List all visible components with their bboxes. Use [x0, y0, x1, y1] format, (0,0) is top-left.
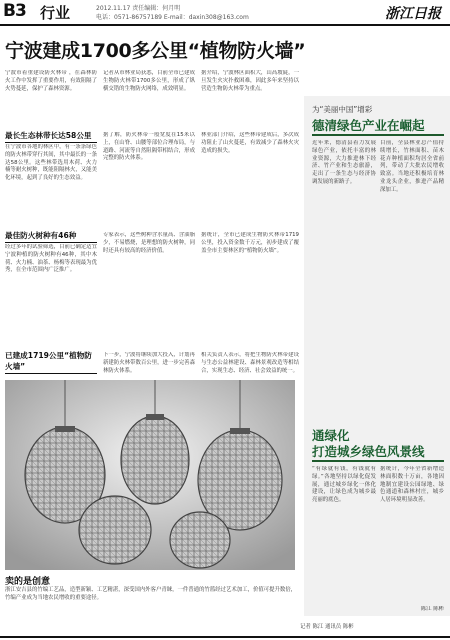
sidebar-text-4: 据统计，今年全省新增造林面积数十万亩，各地因地制宜建设公园绿地、绿色通道和森林村庄，城乡人居环境明显改善。 [380, 466, 444, 504]
newspaper-masthead: 浙江日报 [385, 6, 441, 22]
photo-caption-title: 卖的是创意 [5, 577, 51, 587]
sidebar-text-1: 近年来，德清县着力发展绿色产业，依托丰富的林业资源，大力推进林下经济、竹产业和生态旅游，走出了一条生态与经济协调发展的新路子。 [312, 140, 376, 185]
lead-col-3: 据介绍，宁波林区面积大，山高坡陡，一旦发生火灾扑救困难，因此多年来坚持以营造生物防火林带为重点。 [201, 70, 299, 92]
contact-line: 电话：0571-86757189 E-mail：daxin308@163.com [96, 14, 249, 21]
body-col-3: 林业部门介绍，这些林带建成后，多次成功阻止了山火蔓延，有效减少了森林火灾造成的损失。 [201, 132, 299, 154]
section-name: 行业 [40, 4, 71, 22]
footer-rule [0, 636, 450, 638]
body-col-4: 经过多年的试验筛选，目前已确定适宜宁波种植的防火树种有46种，其中木荷、火力楠、油茶、杨梅等表现最为优秀，在全市范围内广泛推广。 [5, 244, 97, 274]
author-line: 记者 陈江 通讯员 陈彬 [300, 624, 354, 630]
body-col-7: 下一步，宁波将继续加大投入，计划再新建防火林带数百公里，进一步完善森林防火体系。 [103, 352, 195, 374]
sidebar-text-2: 目前，全县林业总产值持续增长，竹林面积、苗木花卉种植面积均居全省前列，带动了大批农民增收致富。当地还积极培育林业龙头企业，推进产品精深加工。 [380, 140, 444, 193]
body-col-8: 相关负责人表示，将把生物防火林带建设与生态公益林建设、森林景观改造等相结合，实现生态、经济、社会效益的统一。 [201, 352, 299, 374]
header-rule [0, 24, 450, 26]
bamboo-lanterns-illustration [5, 380, 295, 570]
body-col-1: 在宁波市各地的林区中，有一条条绿色的防火林带穿行其间，其中最长的一条达58公里。这些林带选用木荷、火力楠等耐火树种，既能阻隔林火，又能美化环境，起到了良好的生态效益。 [5, 144, 97, 182]
section-number: B3 [3, 1, 26, 21]
lead-col-1: 宁波市着重建设防火林带 ，在森林防火工作中发挥了重要作用，有效阻隔了火势蔓延，保护了森林资源。 [5, 70, 97, 92]
photo-caption: 浙江安吉县的竹编工艺品，造型新颖、工艺精湛，深受国内外客户青睐，一件普通的竹篮经过艺术加工，价值可提升数倍，竹编产业成为当地农民增收的重要途径。 [5, 587, 297, 601]
body-col-2: 据了解，防火林带一般宽度在15米以上，在山脊、山腰等部位合理布局，与道路、河流等自然阻隔带相结合，形成完整的防火体系。 [103, 132, 195, 162]
sidebar-title: 德清绿色产业在崛起 [312, 118, 425, 133]
main-headline: 宁波建成1700多公里“植物防火墙” [5, 40, 306, 62]
sidebar-text-3: “有绿就有钱，有钱就有绿。”各地坚持以绿化促发展，通过城乡绿化一体化建设，让绿色成为城乡最亮丽的底色。 [312, 466, 376, 504]
subhead-2: 最佳防火树种有46种 [5, 230, 97, 243]
body-col-6: 据统计，全市已建成生物防火林带1719公里，投入资金数千万元，初步建成了覆盖全市主要林区的“植物防火墙”。 [201, 232, 299, 254]
bamboo-craft-photo [5, 380, 295, 570]
sidebar-title-rule [312, 134, 444, 136]
sidebar-title-2a: 通绿化 [312, 428, 350, 443]
body-col-5: 专家表示，这些树种含水量高、含油脂少，不易燃烧，是理想的防火树种，同时还具有较高的经济价值。 [103, 232, 195, 254]
sidebar-kicker: 为“美丽中国”增彩 [312, 105, 373, 114]
date-editor-line: 2012.11.17 责任编辑：何月明 [96, 5, 181, 12]
subhead-1: 最长生态林带长达58公里 [5, 130, 97, 143]
sidebar-title-2: 打造城乡绿色风景线 [312, 444, 425, 459]
sidebar-author: 陈江 陈彬 [420, 606, 444, 612]
subhead-3: 已建成1719公里“植物防火墙” [5, 350, 97, 374]
lead-col-2: 记者从市林业局获悉，目前全市已建成生物防火林带1700多公里，形成了纵横交错的生物防火网络，成效明显。 [103, 70, 195, 92]
sidebar-title-rule-2 [312, 460, 444, 462]
